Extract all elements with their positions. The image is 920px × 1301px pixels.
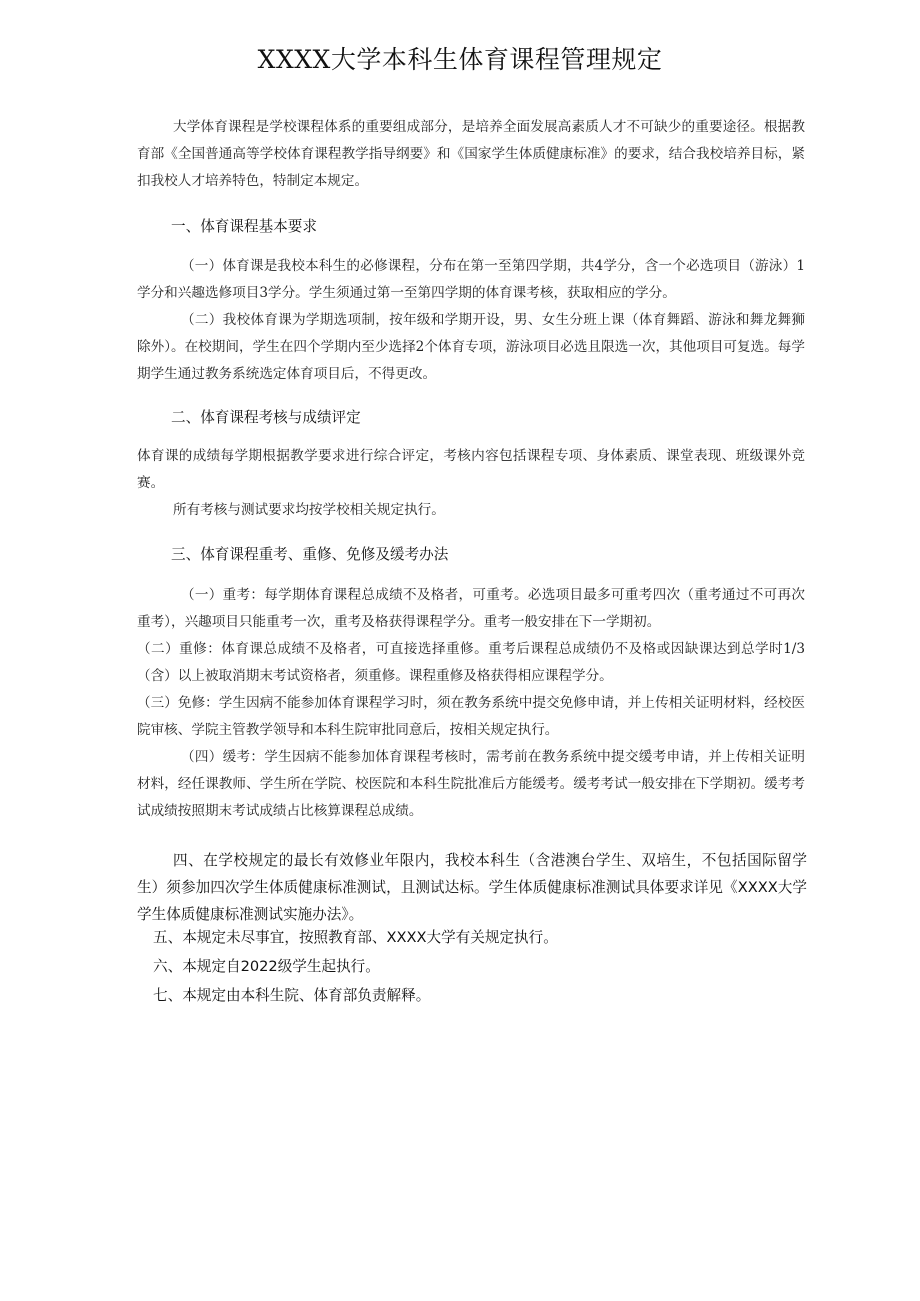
section-2-paragraph-1: 体育课的成绩每学期根据教学要求进行综合评定，考核内容包括课程专项、身体素质、课堂表现、班级课外竞赛。 <box>137 448 805 491</box>
section-1-heading: 一、体育课程基本要求 <box>171 218 317 235</box>
intro-paragraph <box>137 114 805 195</box>
section-2-body <box>137 443 805 524</box>
section-3-item-4: （四）缓考：学生因病不能参加体育课程考核时，需考前在教务系统中提交缓考申请，并上传相关证明材料，经任课教师、学生所在学院、校医院和本科生院批准后方能缓考。缓考考试一般安排在下学期初。缓考考试成绩按照期末考试成绩占比核算课程总成绩。 <box>137 749 805 819</box>
section-1-body <box>137 253 805 388</box>
section-2-heading: 二、体育课程考核与成绩评定 <box>171 409 361 426</box>
section-7-line: 七、本规定由本科生院、体育部负责解释。 <box>153 987 431 1004</box>
section-1-item-1: （一）体育课是我校本科生的必修课程，分布在第一至第四学期，共4学分，含一个必选项目（游泳）1学分和兴趣选修项目3学分。学生须通过第一至第四学期的体育课考核，获取相应的学分。 <box>137 258 805 301</box>
section-4-text: 四、在学校规定的最长有效修业年限内，我校本科生（含港澳台学生、双培生，不包括国际留学生）须参加四次学生体质健康标准测试，且测试达标。学生体质健康标准测试具体要求详见《XXXX大学学生体质健康标准测试实施办法》。 <box>137 852 807 923</box>
section-6-line: 六、本规定自2022级学生起执行。 <box>153 958 380 975</box>
intro-text: 大学体育课程是学校课程体系的重要组成部分，是培养全面发展高素质人才不可缺少的重要途径。根据教育部《全国普通高等学校体育课程教学指导纲要》和《国家学生体质健康标准》的要求，结合我校培养目标，紧扣我校人才培养特色，特制定本规定。 <box>137 119 805 189</box>
section-3-heading: 三、体育课程重考、重修、免修及缓考办法 <box>171 546 449 563</box>
section-4-paragraph <box>137 847 807 928</box>
section-3-item-3: （三）免修：学生因病不能参加体育课程学习时，须在教务系统中提交免修申请，并上传相关证明材料，经校医院审核、学院主管教学领导和本科生院审批同意后，按相关规定执行。 <box>137 695 805 738</box>
section-3-body <box>137 582 805 825</box>
section-1-item-2: （二）我校体育课为学期选项制，按年级和学期开设，男、女生分班上课（体育舞蹈、游泳和舞龙舞狮除外）。在校期间，学生在四个学期内至少选择2个体育专项，游泳项目必选且限选一次，其他项目可复选。每学期学生通过教务系统选定体育项目后，不得更改。 <box>137 312 805 382</box>
section-3-item-1: （一）重考：每学期体育课程总成绩不及格者，可重考。必选项目最多可重考四次（重考通过不可再次重考），兴趣项目只能重考一次，重考及格获得课程学分。重考一般安排在下一学期初。 <box>137 587 805 630</box>
section-3-item-2: （二）重修：体育课总成绩不及格者，可直接选择重修。重考后课程总成绩仍不及格或因缺课达到总学时1/3（含）以上被取消期末考试资格者，须重修。课程重修及格获得相应课程学分。 <box>137 641 805 684</box>
document-title: XXXX大学本科生体育课程管理规定 <box>257 45 663 74</box>
section-2-paragraph-2: 所有考核与测试要求均按学校相关规定执行。 <box>173 502 445 518</box>
section-5-line: 五、本规定未尽事宜，按照教育部、XXXX大学有关规定执行。 <box>153 929 558 946</box>
